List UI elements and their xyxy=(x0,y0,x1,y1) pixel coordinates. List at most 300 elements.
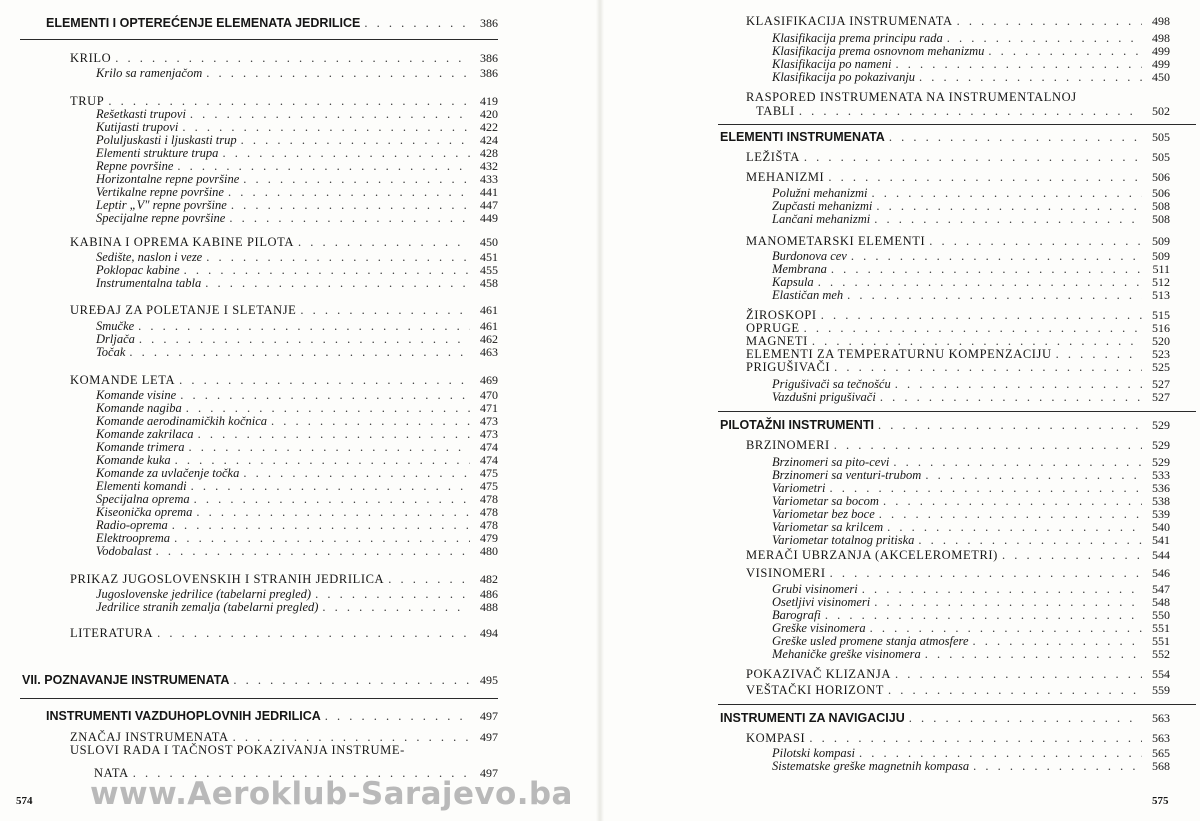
toc-entry-page: 419 xyxy=(480,94,498,108)
toc-entry-page: 471 xyxy=(480,401,498,415)
section-rule xyxy=(20,39,498,40)
toc-entry-page: 482 xyxy=(480,572,498,586)
toc-entry xyxy=(96,346,498,359)
toc-entry xyxy=(746,684,1170,697)
leader-dots xyxy=(231,199,470,212)
leader-dots xyxy=(157,627,470,640)
toc-entry-title: ELEMENTI INSTRUMENATA xyxy=(720,130,885,144)
toc-entry-page: 475 xyxy=(480,466,498,480)
toc-entry xyxy=(96,545,498,558)
leader-dots xyxy=(228,186,470,199)
toc-entry-title: Repne površine xyxy=(96,159,174,173)
section-rule xyxy=(718,704,1196,705)
toc-entry-title: Grubi visinomeri xyxy=(772,582,858,596)
leader-dots xyxy=(887,521,1142,534)
leader-dots xyxy=(909,712,1142,725)
toc-entry-page: 386 xyxy=(480,16,498,30)
toc-entry-page: 478 xyxy=(480,492,498,506)
toc-entry xyxy=(746,151,1170,164)
toc-entry xyxy=(746,309,1170,322)
toc-entry-page: 536 xyxy=(1152,481,1170,495)
leader-dots xyxy=(893,456,1142,469)
toc-entry-page: 422 xyxy=(480,120,498,134)
leader-dots xyxy=(184,264,470,277)
toc-entry-page: 505 xyxy=(1152,150,1170,164)
toc-entry-title: Elementi strukture trupa xyxy=(96,146,219,160)
leader-dots xyxy=(847,289,1142,302)
toc-entry-page: 497 xyxy=(480,766,498,780)
right-page xyxy=(610,0,1200,821)
toc-entry-title: Polužni mehanizmi xyxy=(772,186,868,200)
toc-entry-title: PILOTAŽNI INSTRUMENTI xyxy=(720,418,874,432)
toc-entry-page: 529 xyxy=(1152,455,1170,469)
leader-dots xyxy=(364,17,470,30)
toc-entry-page: 550 xyxy=(1152,608,1170,622)
toc-entry-page: 486 xyxy=(480,587,498,601)
toc-entry-page: 462 xyxy=(480,332,498,346)
toc-entry-page: 455 xyxy=(480,263,498,277)
toc-entry-page: 563 xyxy=(1152,711,1170,725)
toc-entry-page: 475 xyxy=(480,479,498,493)
toc-entry-page: 499 xyxy=(1152,44,1170,58)
toc-entry xyxy=(96,67,498,80)
toc-entry-title: Mehaničke greške visinomera xyxy=(772,647,921,661)
toc-entry-title: Komande kuka xyxy=(96,453,171,467)
toc-entry-page: 551 xyxy=(1152,621,1170,635)
toc-entry-title: Leptir „V" repne površine xyxy=(96,198,227,212)
toc-entry-title: Lančani mehanizmi xyxy=(772,212,871,226)
right-page-number: 575 xyxy=(1152,795,1169,807)
toc-entry-page: 511 xyxy=(1152,262,1170,276)
toc-entry xyxy=(96,277,498,290)
leader-dots xyxy=(828,171,1142,184)
toc-entry-page: 539 xyxy=(1152,507,1170,521)
leader-dots xyxy=(957,15,1142,28)
toc-entry-title: Variometar totalnog pritiska xyxy=(772,533,915,547)
toc-entry-title: Variometar sa bocom xyxy=(772,494,879,508)
toc-entry-page: 497 xyxy=(480,709,498,723)
toc-entry-title: Jugoslovenske jedrilice (tabelarni pregled) xyxy=(96,587,312,601)
leader-dots xyxy=(919,71,1142,84)
leader-dots xyxy=(172,519,470,532)
toc-entry xyxy=(746,235,1170,248)
toc-entry-title: Sistematske greške magnetnih kompasa xyxy=(772,759,970,773)
toc-entry-page: 525 xyxy=(1152,360,1170,374)
leader-dots xyxy=(205,277,470,290)
toc-entry-title: Krilo sa ramenjačom xyxy=(96,66,203,80)
toc-entry-title: Horizontalne repne površine xyxy=(96,172,240,186)
toc-entry-title: KOMPASI xyxy=(746,731,806,745)
leader-dots xyxy=(206,251,470,264)
toc-entry-title: PRIKAZ JUGOSLOVENSKIH I STRANIH JEDRILICA xyxy=(70,572,385,586)
toc-entry-page: 497 xyxy=(480,730,498,744)
toc-entry xyxy=(772,263,1170,276)
leader-dots xyxy=(818,276,1142,289)
toc-entry-page: 502 xyxy=(1152,104,1170,118)
toc-entry xyxy=(70,236,498,249)
toc-entry-title: NATA xyxy=(94,766,129,780)
left-page-number: 574 xyxy=(16,795,33,807)
toc-entry xyxy=(720,712,1170,725)
toc-entry-title: MERAČI UBRZANJA (AKCELEROMETRI) xyxy=(746,548,998,562)
toc-entry-title: Komande nagiba xyxy=(96,401,182,415)
toc-entry-title: ELEMENTI I OPTEREĆENJE ELEMENATA JEDRILICE xyxy=(46,16,361,30)
toc-entry-page: 523 xyxy=(1152,347,1170,361)
toc-entry-title: Rešetkasti trupovi xyxy=(96,107,186,121)
leader-dots xyxy=(973,635,1143,648)
toc-entry xyxy=(746,732,1170,745)
toc-entry-page: 447 xyxy=(480,198,498,212)
toc-entry-title: OPRUGE xyxy=(746,321,800,335)
leader-dots xyxy=(300,304,470,317)
toc-entry-page: 509 xyxy=(1152,234,1170,248)
leader-dots xyxy=(194,493,470,506)
toc-entry-page: 432 xyxy=(480,159,498,173)
toc-entry-page: 509 xyxy=(1152,249,1170,263)
toc-entry-page: 516 xyxy=(1152,321,1170,335)
toc-entry-title: MAGNETI xyxy=(746,334,808,348)
watermark-text: www.Aeroklub-Sarajevo.ba xyxy=(90,776,573,812)
toc-entry-page: 428 xyxy=(480,146,498,160)
toc-entry-title: INSTRUMENTI VAZDUHOPLOVNIH JEDRILICA xyxy=(46,709,321,723)
toc-entry-title: Klasifikacija po nameni xyxy=(772,57,892,71)
leader-dots xyxy=(233,674,470,687)
toc-entry-page: 469 xyxy=(480,373,498,387)
toc-entry-page: 478 xyxy=(480,505,498,519)
toc-entry-page: 479 xyxy=(480,531,498,545)
toc-entry-title: Burdonova cev xyxy=(772,249,847,263)
toc-entry xyxy=(46,17,498,30)
leader-dots xyxy=(988,45,1142,58)
leader-dots xyxy=(198,428,470,441)
toc-entry xyxy=(772,71,1170,84)
toc-entry-title: ELEMENTI ZA TEMPERATURNU KOMPENZACIJU xyxy=(746,347,1052,361)
toc-entry xyxy=(96,532,498,545)
toc-entry xyxy=(720,131,1170,144)
toc-entry-title: Pilotski kompasi xyxy=(772,746,855,760)
toc-entry-title: Komande trimera xyxy=(96,440,185,454)
toc-entry-page: 540 xyxy=(1152,520,1170,534)
leader-dots xyxy=(851,250,1142,263)
toc-entry xyxy=(96,333,498,346)
toc-entry-title: Brzinomeri sa venturi-trubom xyxy=(772,468,922,482)
leader-dots xyxy=(174,532,470,545)
leader-dots xyxy=(874,596,1142,609)
leader-dots xyxy=(889,131,1142,144)
toc-entry-title: Membrana xyxy=(772,262,827,276)
toc-entry-title: LITERATURA xyxy=(70,626,154,640)
toc-entry xyxy=(746,549,1170,562)
toc-entry-page: 498 xyxy=(1152,14,1170,28)
toc-entry-title: Prigušivači sa tečnošću xyxy=(772,377,891,391)
leader-dots xyxy=(271,415,470,428)
toc-entry xyxy=(746,171,1170,184)
toc-entry-title: Greške usled promene stanja atmosfere xyxy=(772,634,969,648)
left-page xyxy=(0,0,590,821)
toc-entry-page: 433 xyxy=(480,172,498,186)
toc-entry xyxy=(746,322,1170,335)
toc-entry-page: 544 xyxy=(1152,548,1170,562)
book-gutter xyxy=(596,0,604,821)
toc-entry-title: Poluljuskasti i ljuskasti trup xyxy=(96,133,237,147)
leader-dots xyxy=(825,609,1142,622)
leader-dots xyxy=(830,567,1142,580)
leader-dots xyxy=(876,200,1142,213)
toc-entry-page: 473 xyxy=(480,427,498,441)
toc-entry xyxy=(96,212,498,225)
leader-dots xyxy=(180,389,470,402)
toc-entry-page: 478 xyxy=(480,518,498,532)
toc-entry-title: Barografi xyxy=(772,608,821,622)
toc-entry-title: INSTRUMENTI ZA NAVIGACIJU xyxy=(720,711,905,725)
toc-entry-title: MEHANIZMI xyxy=(746,170,825,184)
toc-entry-page: 533 xyxy=(1152,468,1170,482)
toc-entry-page: 450 xyxy=(1152,70,1170,84)
leader-dots xyxy=(243,467,470,480)
leader-dots xyxy=(871,187,1142,200)
toc-entry-page: 474 xyxy=(480,453,498,467)
toc-entry-title: VISINOMERI xyxy=(746,566,826,580)
toc-entry-title: KRILO xyxy=(70,51,112,65)
leader-dots xyxy=(895,668,1142,681)
toc-entry-title: VII. POZNAVANJE INSTRUMENATA xyxy=(22,673,230,687)
leader-dots xyxy=(804,151,1142,164)
toc-entry-title: Zupčasti mehanizmi xyxy=(772,199,873,213)
toc-entry-page: 451 xyxy=(480,250,498,264)
toc-entry-title: Smučke xyxy=(96,319,135,333)
leader-dots xyxy=(895,378,1142,391)
leader-dots xyxy=(222,147,470,160)
toc-entry-page: 505 xyxy=(1152,130,1170,144)
leader-dots xyxy=(243,173,470,186)
section-rule xyxy=(718,124,1196,125)
toc-entry-title: Variometar sa krilcem xyxy=(772,520,884,534)
toc-entry xyxy=(756,105,1170,118)
toc-entry-page: 527 xyxy=(1152,377,1170,391)
toc-entry-title: PRIGUŠIVAČI xyxy=(746,360,831,374)
section-rule xyxy=(20,698,498,699)
toc-entry-title: Elastičan meh xyxy=(772,288,844,302)
toc-entry-title: Specijalna oprema xyxy=(96,492,190,506)
leader-dots xyxy=(821,309,1142,322)
toc-entry-title: RASPORED INSTRUMENATA NA INSTRUMENTALNOJ xyxy=(746,90,1077,104)
toc-entry-title: Komande visine xyxy=(96,388,177,402)
toc-entry-title: Elektrooprema xyxy=(96,531,171,545)
toc-entry xyxy=(70,374,498,387)
toc-entry-page: 420 xyxy=(480,107,498,121)
toc-entry-title: KLASIFIKACIJA INSTRUMENATA xyxy=(746,14,953,28)
toc-entry-page: 548 xyxy=(1152,595,1170,609)
toc-entry-title: Kiseonička oprema xyxy=(96,505,193,519)
toc-entry-title: Kapsula xyxy=(772,275,814,289)
toc-entry xyxy=(46,710,498,723)
leader-dots xyxy=(229,212,470,225)
toc-entry-page: 565 xyxy=(1152,746,1170,760)
toc-entry-page: 546 xyxy=(1152,566,1170,580)
leader-dots xyxy=(799,105,1142,118)
toc-entry-page: 529 xyxy=(1152,438,1170,452)
toc-entry-page: 529 xyxy=(1152,418,1170,432)
toc-entry xyxy=(772,289,1170,302)
toc-entry xyxy=(70,304,498,317)
toc-entry-title: BRZINOMERI xyxy=(746,438,830,452)
toc-entry-page: 520 xyxy=(1152,334,1170,348)
toc-entry-page: 563 xyxy=(1152,731,1170,745)
toc-entry-title: Instrumentalna tabla xyxy=(96,276,202,290)
toc-entry-page: 568 xyxy=(1152,759,1170,773)
toc-entry-title: Vertikalne repne površine xyxy=(96,185,224,199)
leader-dots xyxy=(918,534,1142,547)
toc-entry-page: 527 xyxy=(1152,390,1170,404)
toc-entry xyxy=(772,648,1170,661)
toc-entry xyxy=(746,439,1170,452)
toc-entry-title: KABINA I OPREMA KABINE PILOTA xyxy=(70,235,295,249)
toc-entry xyxy=(96,601,498,614)
toc-entry-title: Specijalne repne površine xyxy=(96,211,226,225)
toc-entry xyxy=(746,668,1170,681)
leader-dots xyxy=(895,58,1142,71)
toc-entry-page: 494 xyxy=(480,626,498,640)
toc-entry xyxy=(22,674,498,687)
toc-entry-page: 499 xyxy=(1152,57,1170,71)
leader-dots xyxy=(925,648,1142,661)
toc-entry-title: MANOMETARSKI ELEMENTI xyxy=(746,234,926,248)
toc-entry-title: LEŽIŠTA xyxy=(746,150,800,164)
toc-entry-page: 552 xyxy=(1152,647,1170,661)
toc-entry-page: 424 xyxy=(480,133,498,147)
toc-entry-title: Variometri xyxy=(772,481,826,495)
toc-entry-title: Variometar bez boce xyxy=(772,507,875,521)
toc-entry xyxy=(70,52,498,65)
toc-entry-page: 474 xyxy=(480,440,498,454)
toc-entry-title: Vodobalast xyxy=(96,544,152,558)
toc-entry-title: Sedište, naslon i veze xyxy=(96,250,203,264)
leader-dots xyxy=(831,263,1142,276)
toc-entry-title: TABLI xyxy=(756,104,795,118)
leader-dots xyxy=(1002,549,1142,562)
toc-entry-page: 461 xyxy=(480,319,498,333)
toc-entry-title: Kutijasti trupovi xyxy=(96,120,179,134)
leader-dots xyxy=(115,52,470,65)
toc-entry-page: 506 xyxy=(1152,170,1170,184)
toc-entry-title: KOMANDE LETA xyxy=(70,373,176,387)
toc-entry-title: Komande zakrilaca xyxy=(96,427,194,441)
leader-dots xyxy=(189,441,470,454)
leader-dots xyxy=(241,134,470,147)
leader-dots xyxy=(196,506,470,519)
toc-entry-title: Radio-oprema xyxy=(96,518,168,532)
toc-entry xyxy=(772,250,1170,263)
toc-entry-title: Klasifikacija po pokazivanju xyxy=(772,70,916,84)
toc-entry xyxy=(746,15,1170,28)
leader-dots xyxy=(206,67,470,80)
toc-entry-page: 463 xyxy=(480,345,498,359)
toc-entry-title: UREĐAJ ZA POLETANJE I SLETANJE xyxy=(70,303,297,317)
leader-dots xyxy=(925,469,1142,482)
leader-dots xyxy=(883,495,1142,508)
toc-entry-page: 480 xyxy=(480,544,498,558)
leader-dots xyxy=(315,588,470,601)
leader-dots xyxy=(874,213,1142,226)
toc-entry-page: 458 xyxy=(480,276,498,290)
leader-dots xyxy=(139,333,470,346)
toc-entry-page: 547 xyxy=(1152,582,1170,596)
toc-entry xyxy=(772,391,1170,404)
leader-dots xyxy=(929,235,1142,248)
toc-entry-page: 508 xyxy=(1152,212,1170,226)
toc-entry xyxy=(720,419,1170,432)
leader-dots xyxy=(156,545,470,558)
leader-dots xyxy=(804,322,1142,335)
toc-entry-page: 386 xyxy=(480,51,498,65)
toc-entry-title: Greške visinomera xyxy=(772,621,866,635)
toc-entry-page: 473 xyxy=(480,414,498,428)
toc-entry-title: Brzinomeri sa pito-cevi xyxy=(772,455,890,469)
leader-dots xyxy=(129,346,470,359)
toc-entry-page: 450 xyxy=(480,235,498,249)
toc-entry-page: 461 xyxy=(480,303,498,317)
section-rule xyxy=(718,411,1196,412)
toc-entry-page: 551 xyxy=(1152,634,1170,648)
toc-entry xyxy=(772,596,1170,609)
toc-entry-title: Vazdušni prigušivači xyxy=(772,390,876,404)
toc-entry-page: 538 xyxy=(1152,494,1170,508)
toc-entry-page: 506 xyxy=(1152,186,1170,200)
leader-dots xyxy=(191,480,470,493)
leader-dots xyxy=(809,732,1142,745)
leader-dots xyxy=(322,601,470,614)
toc-entry-title: Jedrilice stranih zemalja (tabelarni pregled) xyxy=(96,600,319,614)
toc-entry-page: 386 xyxy=(480,66,498,80)
toc-entry-page: 513 xyxy=(1152,288,1170,302)
leader-dots xyxy=(179,374,470,387)
toc-entry xyxy=(70,573,498,586)
toc-entry-title: Drljača xyxy=(96,332,135,346)
toc-entry-title: ŽIROSKOPI xyxy=(746,308,817,322)
toc-entry-title: USLOVI RADA I TAČNOST POKAZIVANJA INSTRUME- xyxy=(70,743,405,757)
toc-entry xyxy=(70,627,498,640)
toc-entry-page: 495 xyxy=(480,673,498,687)
toc-entry-page: 449 xyxy=(480,211,498,225)
leader-dots xyxy=(1056,348,1142,361)
leader-dots xyxy=(862,583,1142,596)
toc-entry-page: 559 xyxy=(1152,683,1170,697)
toc-entry xyxy=(746,567,1170,580)
leader-dots xyxy=(138,320,470,333)
leader-dots xyxy=(388,573,470,586)
leader-dots xyxy=(879,508,1142,521)
toc-entry-title: Komande za uvlačenje točka xyxy=(96,466,240,480)
toc-entry-page: 515 xyxy=(1152,308,1170,322)
toc-entry-title: TRUP xyxy=(70,94,105,108)
toc-entry xyxy=(96,320,498,333)
toc-entry-title: Klasifikacija prema principu rada xyxy=(772,31,943,45)
leader-dots xyxy=(190,108,470,121)
toc-entry-title: VEŠTAČKI HORIZONT xyxy=(746,683,885,697)
leader-dots xyxy=(880,391,1142,404)
toc-entry-title: Elementi komandi xyxy=(96,479,187,493)
toc-entry-title: Komande aerodinamičkih kočnica xyxy=(96,414,268,428)
leader-dots xyxy=(888,684,1142,697)
toc-entry-page: 488 xyxy=(480,600,498,614)
toc-entry xyxy=(70,744,498,757)
leader-dots xyxy=(878,419,1142,432)
leader-dots xyxy=(834,361,1142,374)
toc-entry-page: 498 xyxy=(1152,31,1170,45)
toc-entry-page: 470 xyxy=(480,388,498,402)
toc-entry xyxy=(746,91,1170,104)
toc-entry-title: ZNAČAJ INSTRUMENATA xyxy=(70,730,229,744)
